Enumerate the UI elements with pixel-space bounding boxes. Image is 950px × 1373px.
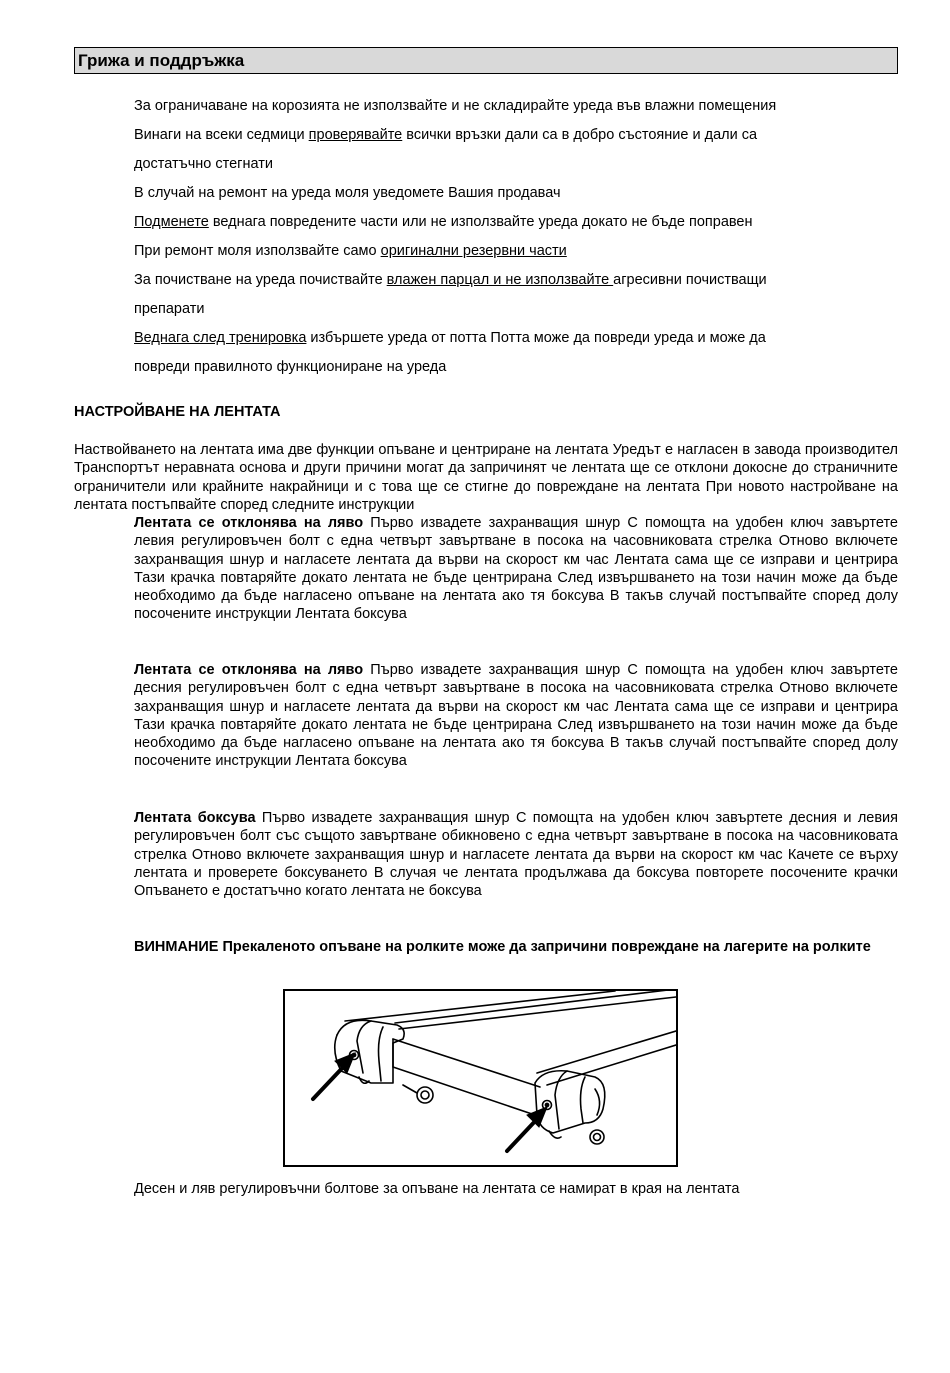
care-text: избършете уреда от потта Потта може да повреди уреда и може да <box>306 330 766 346</box>
paragraph-body: Първо извадете захранващия шнур С помощта на удобен ключ завъртете десния регулировъчен болт с една четвърт завъртване в посока на часовниковата стрелка Отново включете захранващия шнур и нагласете лентата да върви на скорост км час Лентата сама ще се изправи и центрира Тази крачка повтаряйте докато лентата не бъде центрирана След извършването на този начин може да бъде необходимо да бъде нагласено опъване на лентата ако тя боксува В такъв случай постъпвайте според долу посочените инструкции Лентата боксува <box>134 662 898 770</box>
care-emphasis: проверявайте <box>308 127 403 143</box>
belt-right-paragraph <box>134 661 898 771</box>
care-text: достатъчно стегнати <box>134 156 273 172</box>
treadmill-drawing <box>285 991 676 1165</box>
warning-paragraph: ВИНМАНИЕ Прекаленото опъване на ролките може да запричини повреждане на лагерите на ролките <box>134 939 871 955</box>
care-emphasis: Веднага след тренировка <box>134 330 307 346</box>
treadmill-bolt-illustration <box>283 989 678 1167</box>
care-line <box>134 150 900 179</box>
care-emphasis: влажен парцал и не използвайте <box>386 272 614 288</box>
care-instructions <box>134 92 900 382</box>
paragraph-body: Първо извадете захранващия шнур С помощта на удобен ключ завъртете левия регулировъчен болт с една четвърт завъртване в посока на часовниковата стрелка Отново включете захранващия шнур и нагласете лентата да върви на скорост км час Лентата сама ще се изправи и центрира Тази крачка повтаряйте докато лентата не бъде центрирана След извършването на този начин може да бъде необходимо да бъде нагласено опъване на лентата ако тя боксува В такъв случай постъпвайте според долу посочените инструкции Лентата боксува <box>134 515 898 623</box>
belt-left-paragraph <box>134 514 898 624</box>
care-emphasis: Подменете <box>134 214 209 230</box>
care-text: За почистване на уреда почиствайте <box>134 272 387 288</box>
care-text: агресивни почистващи <box>613 272 767 288</box>
care-line <box>134 92 900 121</box>
figure-caption: Десен и ляв регулировъчни болтове за опъване на лентата се намират в края на лентата <box>134 1181 740 1197</box>
belt-adjustment-heading: НАСТРОЙВАНЕ НА ЛЕНТАТА <box>74 404 281 420</box>
paragraph-body: Първо извадете захранващия шнур С помощта на удобен ключ завъртете десния и левия регулировъчен болт със същото завъртване обикновено с една четвърт завъртване в посока на часовниковата стрелка Отново включете захранващия шнур и нагласете лентата да върви на скорост км час Качете се върху лентата и проверете боксуването В случая че лентата продължава да боксува повторете посочените крачки Опъването е достатъчно когато лентата не боксува <box>134 810 898 900</box>
care-text: Винаги на всеки седмици <box>134 127 309 143</box>
paragraph-label: Лентата се отклонява на ляво <box>134 662 364 678</box>
section-title: Грижа и поддръжка <box>74 47 898 74</box>
care-line <box>134 295 900 324</box>
care-line <box>134 121 900 150</box>
care-text: За ограничаване на корозията не използвайте и не складирайте уреда във влажни помещения <box>134 98 777 114</box>
care-line <box>134 266 900 295</box>
belt-intro-paragraph: Наствойването на лентата има две функции опъване и центриране на лентата Уредът е нагласен в завода производител Транспортът неравната основа и други причини могат да запричинят че лентата ще се отклони докосне до страничните ограничители или крайните накрайници и с това ще се стигне до повреждане на лентата При новото настройване на лентата постъпвайте според следните инструкции <box>74 442 898 513</box>
care-line <box>134 179 900 208</box>
paragraph-label: Лентата боксува <box>134 810 256 826</box>
care-text: повреди правилното функциониране на уреда <box>134 359 447 375</box>
belt-slipping-paragraph <box>134 809 898 900</box>
care-text: В случай на ремонт на уреда моля уведомете Вашия продавач <box>134 185 561 201</box>
care-emphasis: оригинални резервни части <box>380 243 567 259</box>
care-text: При ремонт моля използвайте само <box>134 243 381 259</box>
care-text: веднага повредените части или не използвайте уреда докато не бъде поправен <box>208 214 753 230</box>
care-line <box>134 353 900 382</box>
care-text: всички връзки дали са в добро състояние и дали са <box>402 127 758 143</box>
paragraph-label: Лентата се отклонява на ляво <box>134 515 364 531</box>
care-text: препарати <box>134 301 205 317</box>
care-line <box>134 208 900 237</box>
care-line <box>134 237 900 266</box>
care-line <box>134 324 900 353</box>
